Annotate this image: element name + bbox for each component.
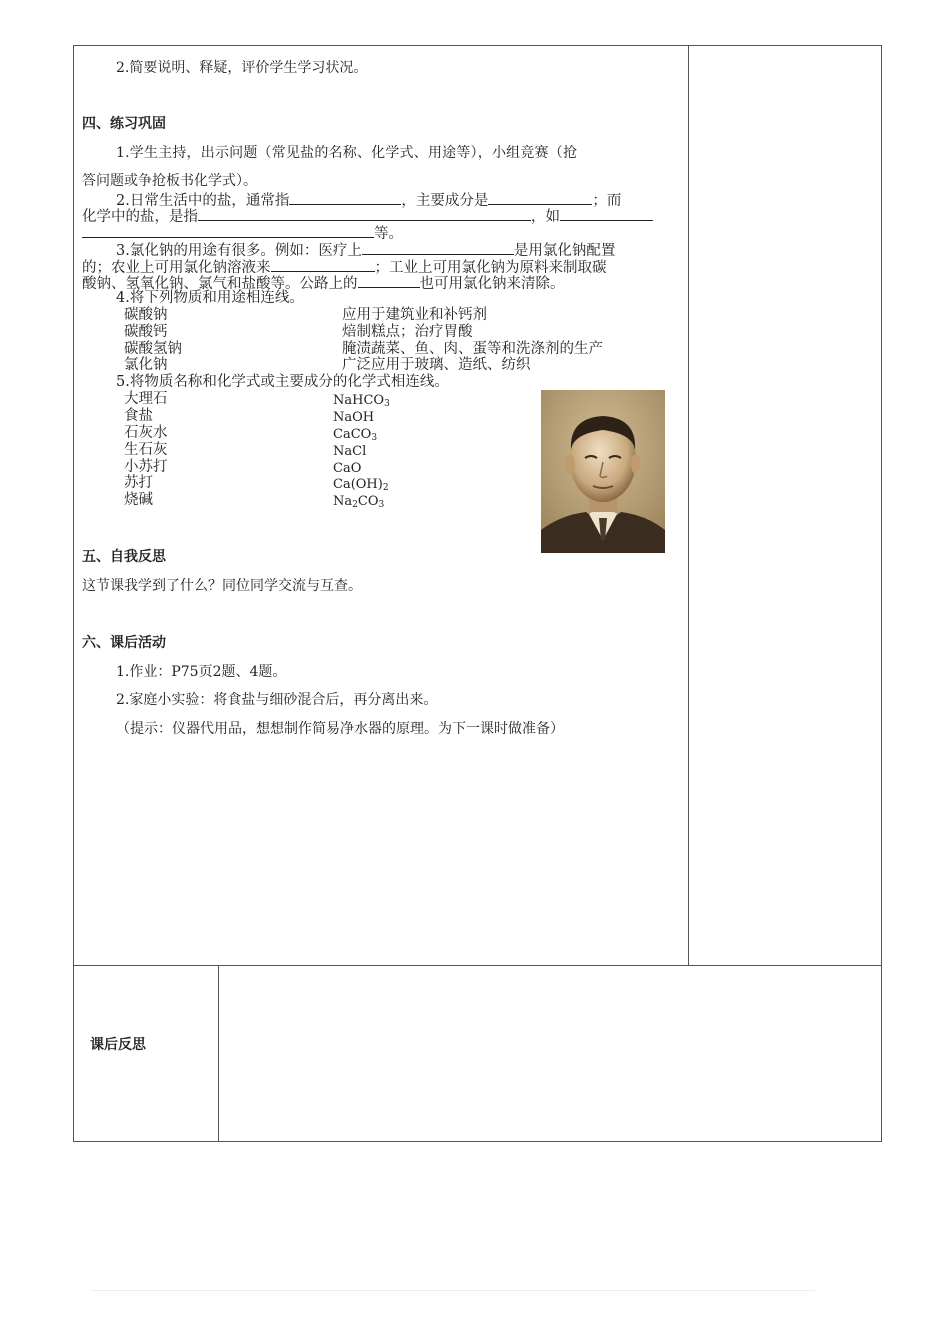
q5-name-0: 大理石 [124,391,168,407]
q2-text-b: ，主要成分是 [401,193,489,209]
table-bottom-border [73,1141,882,1142]
reflection-label: 课后反思 [90,1037,146,1053]
q2-blank-2 [488,190,592,205]
q4-substance-2: 碳酸氢钠 [124,341,182,357]
sec6-item-1: 1.作业：P75页2题、4题。 [116,664,287,680]
q2-blank-3 [198,206,531,221]
formula-subscript: 2 [382,483,389,493]
formula-tail: CO [357,494,379,509]
formula-main: CaCO [333,427,372,442]
q3-blank-3 [358,273,420,288]
q5-formula-3 [333,444,366,460]
q2-text-a: 2.日常生活中的盐，通常指 [116,193,290,209]
q2-blank-5 [82,223,374,238]
formula-subscript: 3 [371,433,378,443]
q2-text-c: ；而 [592,193,622,209]
q3-text-c: 的；农业上可用氯化钠溶液来 [82,260,271,276]
q3-text-d: ；工业上可用氯化钠为原料来制取碳 [374,260,607,276]
q5-name-3: 生石灰 [124,442,168,458]
reflection-content-cell[interactable] [219,966,881,1141]
q2-blank-4 [560,206,653,221]
q4-use-0: 应用于建筑业和补钙剂 [342,307,487,323]
q5-formula-6 [333,494,384,513]
q2-text-e: ，如 [531,209,560,225]
q3-text-f: 也可用氯化钠来清除。 [419,276,565,292]
sec3-item-2: 2.简要说明、释疑，评价学生学习状况。 [116,60,368,76]
sec6-item-2: 2.家庭小实验：将食盐与细砂混合后，再分离出来。 [116,692,438,708]
q5-name-6: 烧碱 [124,492,153,508]
sec6-heading: 六、课后活动 [82,635,166,651]
q4-substance-0: 碳酸钠 [124,307,168,323]
table-left-border [73,45,74,1142]
portrait-photo [541,390,665,553]
table-column-divider [688,45,689,966]
formula-main: NaOH [333,410,375,425]
sec4-q1-line2: 答问题或争抢板书化学式）。 [82,173,257,189]
q4-use-1: 焙制糕点；治疗胃酸 [342,324,473,340]
portrait-image [541,390,665,553]
sec4-q1-line1: 1.学生主持，出示问题（常见盐的名称、化学式、用途等），小组竞赛（抢 [116,145,578,161]
formula-main: NaCl [333,444,367,459]
q3-blank-1 [362,240,514,255]
q5-name-4: 小苏打 [124,459,168,475]
sec5-heading: 五、自我反思 [82,549,166,565]
q3-text-b: 是用氯化钠配置 [513,243,616,259]
formula-main: Ca(OH) [333,477,383,492]
sec5-text: 这节课我学到了什么？同位同学交流与互查。 [82,578,362,594]
table-top-border [73,45,882,46]
page-footer-rule [90,1290,815,1291]
sec6-item-3: （提示：仪器代用品，想想制作简易净水器的原理。为下一课时做准备） [116,721,564,737]
q5-formula-4 [333,461,361,477]
q4-substance-1: 碳酸钙 [124,324,168,340]
q3-text-e: 酸钠、氢氧化钠、氯气和盐酸等。公路上的 [82,276,358,292]
sec4-q4: 4.将下列物质和用途相连线。 [116,290,304,306]
formula-subscript: 3 [378,500,385,510]
q2-text-f: 等。 [374,226,403,242]
q5-name-5: 苏打 [124,475,153,491]
sec4-heading: 四、练习巩固 [82,116,166,132]
formula-subscript: 3 [384,399,390,409]
q2-blank-1 [289,190,401,205]
q5-name-2: 石灰水 [124,425,168,441]
q3-blank-2 [271,257,375,272]
formula-main: CaO [333,461,362,476]
q5-name-1: 食盐 [124,408,153,424]
table-right-border [881,45,882,1142]
q4-use-3: 广泛应用于玻璃、造纸、纺织 [342,357,531,373]
q5-formula-1 [333,410,374,426]
formula-subscript: 2 [352,500,358,510]
formula-main: NaHCO [333,393,385,408]
q3-text-a: 3.氯化钠的用途有很多。例如：医疗上 [116,243,362,259]
q2-text-d: 化学中的盐，是指 [82,209,198,225]
q4-use-2: 腌渍蔬菜、鱼、肉、蛋等和洗涤剂的生产 [342,341,603,357]
formula-main: Na [333,494,353,509]
q4-substance-3: 氯化钠 [124,357,168,373]
sec4-q5: 5.将物质名称和化学式或主要成分的化学式相连线。 [116,374,449,390]
